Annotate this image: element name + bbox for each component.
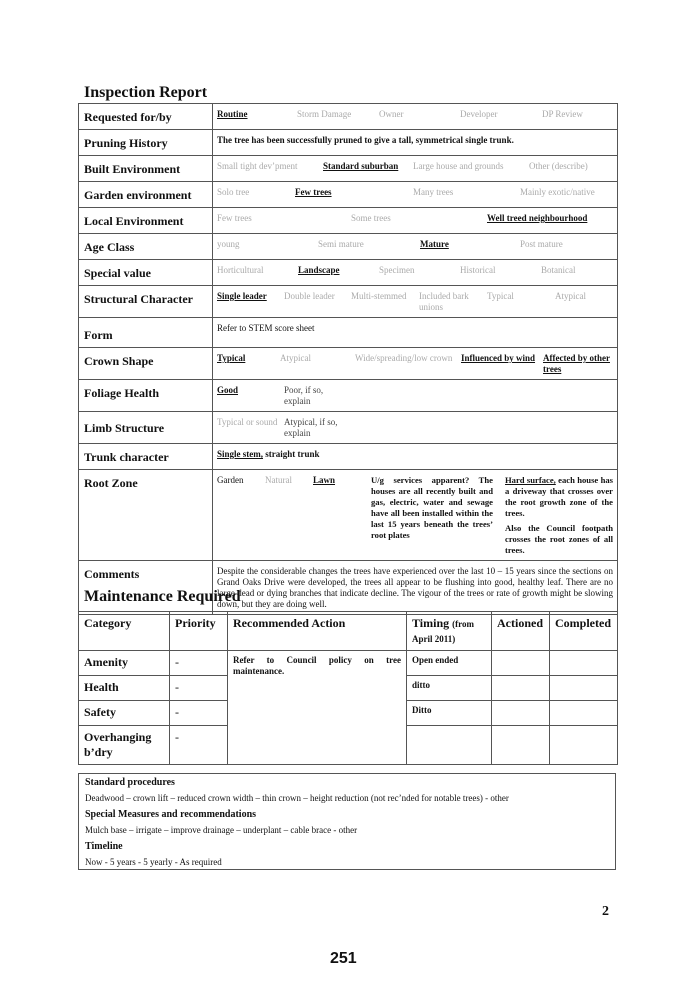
limb-options — [213, 412, 618, 444]
inspection-report-title: Inspection Report — [84, 84, 208, 101]
header-timing: Timing — [412, 616, 450, 630]
timing-safety: Ditto — [407, 701, 492, 726]
option-good: Good — [217, 385, 239, 395]
actioned-amenity — [492, 651, 550, 676]
option-young: young — [217, 239, 240, 249]
timing-amenity: Open ended — [407, 651, 492, 676]
category-overhanging: Overhanging b’dry — [79, 726, 170, 765]
option-owner: Owner — [379, 109, 404, 119]
special-measures-text: Mulch base – irrigate – improve drainage – underplant – cable brace - other — [85, 825, 358, 835]
row-root — [79, 470, 618, 561]
option-single-leader: Single leader — [217, 291, 267, 301]
option-historical: Historical — [460, 265, 496, 275]
header-timing-cell — [407, 612, 492, 651]
label-age: Age Class — [79, 234, 213, 260]
option-developer: Developer — [460, 109, 498, 119]
option-garden: Garden — [217, 475, 244, 485]
built-options — [213, 156, 618, 182]
option-other: Other (describe) — [529, 161, 588, 171]
row-structural — [79, 286, 618, 318]
option-well-treed: Well treed neighbourhood — [487, 213, 588, 223]
option-specimen: Specimen — [379, 265, 415, 275]
label-local: Local Environment — [79, 208, 213, 234]
garden-options — [213, 182, 618, 208]
label-crown: Crown Shape — [79, 348, 213, 380]
row-requested — [79, 104, 618, 130]
trunk-value — [213, 444, 618, 470]
row-foliage — [79, 380, 618, 412]
completed-amenity — [550, 651, 618, 676]
completed-overhanging — [550, 726, 618, 765]
option-crown-typical: Typical — [217, 353, 246, 363]
option-affected-by-other-trees: Affected by other trees — [543, 353, 610, 374]
completed-health — [550, 676, 618, 701]
actioned-safety — [492, 701, 550, 726]
option-solo-tree: Solo tree — [217, 187, 250, 197]
requested-options — [213, 104, 618, 130]
label-special: Special value — [79, 260, 213, 286]
trunk-selected: Single stem, — [217, 449, 263, 459]
option-routine: Routine — [217, 109, 248, 119]
option-storm-damage: Storm Damage — [297, 109, 352, 119]
option-multi-stemmed: Multi-stemmed — [351, 291, 407, 301]
option-lawn: Lawn — [313, 475, 336, 485]
header-priority: Priority — [170, 612, 228, 651]
option-natural: Natural — [265, 475, 292, 485]
completed-safety — [550, 701, 618, 726]
recommended-action: Refer to Council policy on tree maintenance. — [228, 651, 407, 765]
option-large-house: Large house and grounds — [413, 161, 504, 171]
maintenance-table — [78, 611, 618, 765]
option-dp-review: DP Review — [542, 109, 583, 119]
comments-text: Despite the considerable changes the trees have experienced over the last 10 – 15 years since the sections on Grand Oaks Drive were developed, the trees all appear to be flushing into good, healthy leaf. There are no large dead or dying branches that indicate decline. The vigour of the trees or rate of growth might be slowing down, but they are doing well. — [213, 561, 618, 615]
option-influenced-by-wind: Influenced by wind — [461, 353, 536, 363]
timing-overhanging — [407, 726, 492, 765]
priority-safety: - — [170, 701, 228, 726]
standard-procedures-heading: Standard procedures — [85, 777, 175, 788]
option-standard-suburban: Standard suburban — [323, 161, 399, 171]
row-local — [79, 208, 618, 234]
header-actioned: Actioned — [492, 612, 550, 651]
header-category: Category — [79, 612, 170, 651]
row-form — [79, 318, 618, 348]
timing-health: ditto — [407, 676, 492, 701]
option-many-trees: Many trees — [413, 187, 454, 197]
header-completed: Completed — [550, 612, 618, 651]
procedures-box — [78, 773, 616, 870]
maintenance-row — [79, 651, 618, 676]
priority-overhanging: - — [170, 726, 228, 765]
maintenance-title: Maintenance Required — [84, 588, 241, 605]
header-action: Recommended Action — [228, 612, 407, 651]
option-semi-mature: Semi mature — [318, 239, 364, 249]
option-post-mature: Post mature — [520, 239, 563, 249]
special-options — [213, 260, 618, 286]
label-structural: Structural Character — [79, 286, 213, 318]
option-atypical-explain: Atypical, if so, explain — [284, 417, 338, 438]
special-measures-heading: Special Measures and recommendations — [85, 809, 257, 820]
option-horticultural: Horticultural — [217, 265, 264, 275]
label-root: Root Zone — [79, 470, 213, 561]
option-atypical: Atypical — [555, 291, 586, 301]
option-mature: Mature — [420, 239, 449, 249]
trunk-rest: straight trunk — [265, 449, 320, 459]
folio-number: 251 — [330, 950, 357, 967]
label-built: Built Environment — [79, 156, 213, 182]
actioned-health — [492, 676, 550, 701]
structural-options — [213, 286, 618, 318]
row-garden — [79, 182, 618, 208]
label-pruning: Pruning History — [79, 130, 213, 156]
maintenance-header-row — [79, 612, 618, 651]
standard-procedures-text: Deadwood – crown lift – reduced crown width – thin crown – height reduction (not rec’nded for notable trees) - other — [85, 793, 509, 803]
crown-options — [213, 348, 618, 380]
hard-surface-rest: each house has a driveway that crosses over the root growth zone of the trees. — [505, 475, 613, 518]
page-number: 2 — [602, 904, 609, 919]
label-garden: Garden environment — [79, 182, 213, 208]
hard-surface-selected: Hard surface, — [505, 475, 556, 485]
root-hard-surface — [505, 475, 613, 556]
actioned-overhanging — [492, 726, 550, 765]
row-trunk — [79, 444, 618, 470]
option-typical-or-sound: Typical or sound — [217, 417, 278, 427]
option-double-leader: Double leader — [284, 291, 335, 301]
form-text: Refer to STEM score sheet — [213, 318, 618, 348]
option-some-trees: Some trees — [351, 213, 391, 223]
header-timing-note: (from April 2011) — [412, 619, 474, 644]
row-pruning — [79, 130, 618, 156]
label-requested: Requested for/by — [79, 104, 213, 130]
option-included-bark: Included bark unions — [419, 291, 469, 312]
category-health: Health — [79, 676, 170, 701]
label-foliage: Foliage Health — [79, 380, 213, 412]
label-trunk: Trunk character — [79, 444, 213, 470]
category-safety: Safety — [79, 701, 170, 726]
row-built — [79, 156, 618, 182]
option-typical: Typical — [487, 291, 514, 301]
root-services-text: U/g services apparent? The houses are all recently built and gas, electric, water and sewage have all been installed within the last 15 years beneath the trees’ root plates — [371, 475, 493, 540]
row-special — [79, 260, 618, 286]
category-amenity: Amenity — [79, 651, 170, 676]
option-few-trees: Few trees — [295, 187, 332, 197]
label-form: Form — [79, 318, 213, 348]
inspection-table — [78, 103, 618, 615]
row-crown — [79, 348, 618, 380]
priority-health: - — [170, 676, 228, 701]
option-local-few-trees: Few trees — [217, 213, 252, 223]
age-options — [213, 234, 618, 260]
option-small-tight: Small tight dev’pment — [217, 161, 298, 171]
row-limb — [79, 412, 618, 444]
label-limb: Limb Structure — [79, 412, 213, 444]
timeline-heading: Timeline — [85, 841, 123, 852]
option-botanical: Botanical — [541, 265, 576, 275]
option-crown-atypical: Atypical — [280, 353, 311, 363]
option-poor: Poor, if so, explain — [284, 385, 324, 406]
option-wide-spreading: Wide/spreading/low crown — [355, 353, 453, 363]
footpath-text: Also the Council footpath crosses the root zones of all trees. — [505, 523, 613, 555]
option-mainly-exotic: Mainly exotic/native — [520, 187, 595, 197]
pruning-text: The tree has been successfully pruned to give a tall, symmetrical single trunk. — [213, 130, 618, 156]
local-options — [213, 208, 618, 234]
timeline-text: Now - 5 years - 5 yearly - As required — [85, 857, 222, 867]
row-age — [79, 234, 618, 260]
option-landscape: Landscape — [298, 265, 340, 275]
label-comments: Comments — [79, 561, 213, 615]
root-cell — [213, 470, 618, 561]
foliage-options — [213, 380, 618, 412]
priority-amenity: - — [170, 651, 228, 676]
